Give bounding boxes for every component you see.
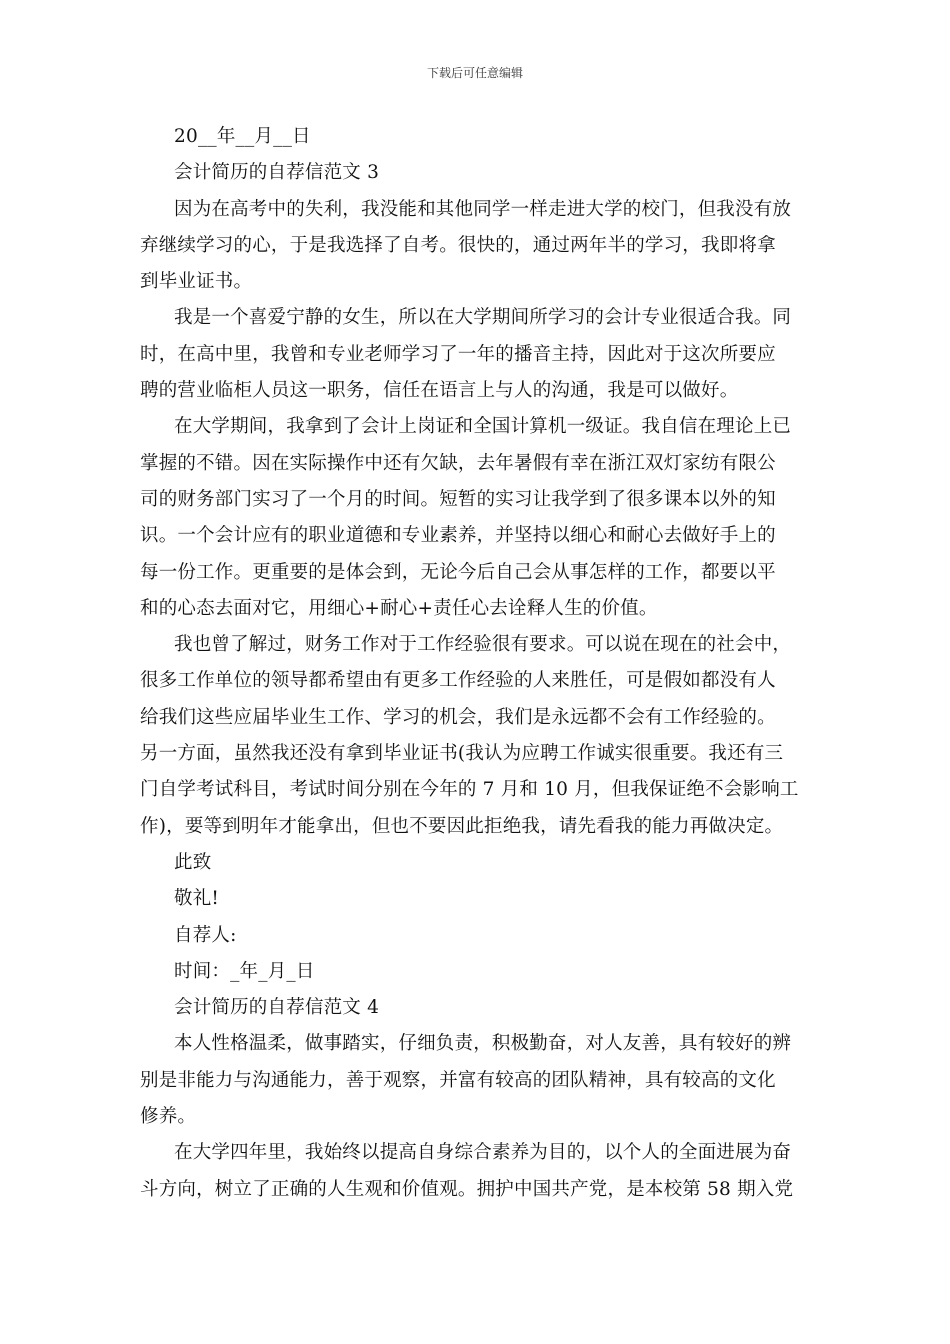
text-line: 自荐人: xyxy=(174,924,237,946)
text-line: 会计简历的自荐信范文 4 xyxy=(174,997,380,1019)
text-line: 识。一个会计应有的职业道德和专业素养，并坚持以细心和耐心去做好手上的 xyxy=(140,525,776,547)
text-line: 此致 xyxy=(174,851,212,873)
text-line: 我是一个喜爱宁静的女生，所以在大学期间所学习的会计专业很适合我。同 xyxy=(174,307,792,329)
text-line: 给我们这些应届毕业生工作、学习的机会，我们是永远都不会有工作经验的。 xyxy=(140,706,776,728)
text-line: 时，在高中里，我曾和专业老师学习了一年的播音主持，因此对于这次所要应 xyxy=(140,343,776,365)
text-line: 因为在高考中的失利，我没能和其他同学一样走进大学的校门，但我没有放 xyxy=(174,198,792,220)
text-line: 在大学期间，我拿到了会计上岗证和全国计算机一级证。我自信在理论上已 xyxy=(174,416,792,438)
text-line: 我也曾了解过，财务工作对于工作经验很有要求。可以说在现在的社会中， xyxy=(174,634,792,656)
document-body xyxy=(140,119,808,1208)
text-line: 作)，要等到明年才能拿出，但也不要因此拒绝我，请先看我的能力再做决定。 xyxy=(140,815,784,837)
text-line: 时间：_年_月_日 xyxy=(174,960,315,982)
text-line: 修养。 xyxy=(140,1106,197,1128)
text-line: 本人性格温柔，做事踏实，仔细负责，积极勤奋，对人友善，具有较好的辨 xyxy=(174,1033,792,1055)
text-line: 掌握的不错。因在实际操作中还有欠缺，去年暑假有幸在浙江双灯家纺有限公 xyxy=(140,452,776,474)
text-line: 会计简历的自荐信范文 3 xyxy=(174,162,380,184)
text-line: 20__年__月__日 xyxy=(174,126,311,147)
text-line: 在大学四年里，我始终以提高自身综合素养为目的，以个人的全面进展为奋 xyxy=(174,1142,792,1164)
text-line: 敬礼! xyxy=(174,888,220,910)
text-line: 每一份工作。更重要的是体会到，无论今后自己会从事怎样的工作，都要以平 xyxy=(140,561,776,583)
page-header: 下载后可任意编辑 xyxy=(426,66,523,80)
text-line: 另一方面，虽然我还没有拿到毕业证书(我认为应聘工作诚实很重要。我还有三 xyxy=(140,743,784,765)
text-line: 弃继续学习的心，于是我选择了自考。很快的，通过两年半的学习，我即将拿 xyxy=(140,234,776,256)
text-line: 很多工作单位的领导都希望由有更多工作经验的人来胜任，可是假如都没有人 xyxy=(140,670,776,692)
text-line: 到毕业证书。 xyxy=(140,271,253,293)
text-line: 和的心态去面对它，用细心+耐心+责任心去诠释人生的价值。 xyxy=(140,597,658,619)
text-line: 别是非能力与沟通能力，善于观察，并富有较高的团队精神，具有较高的文化 xyxy=(140,1069,776,1091)
text-line: 司的财务部门实习了一个月的时间。短暂的实习让我学到了很多课本以外的知 xyxy=(140,488,776,510)
text-line: 门自学考试科目，考试时间分别在今年的 7 月和 10 月，但我保证绝不会影响工 xyxy=(140,779,799,801)
text-line: 聘的营业临柜人员这一职务，信任在语言上与人的沟通，我是可以做好。 xyxy=(140,380,739,402)
text-line: 斗方向，树立了正确的人生观和价值观。拥护中国共产党，是本校第 58 期入党 xyxy=(140,1178,794,1200)
